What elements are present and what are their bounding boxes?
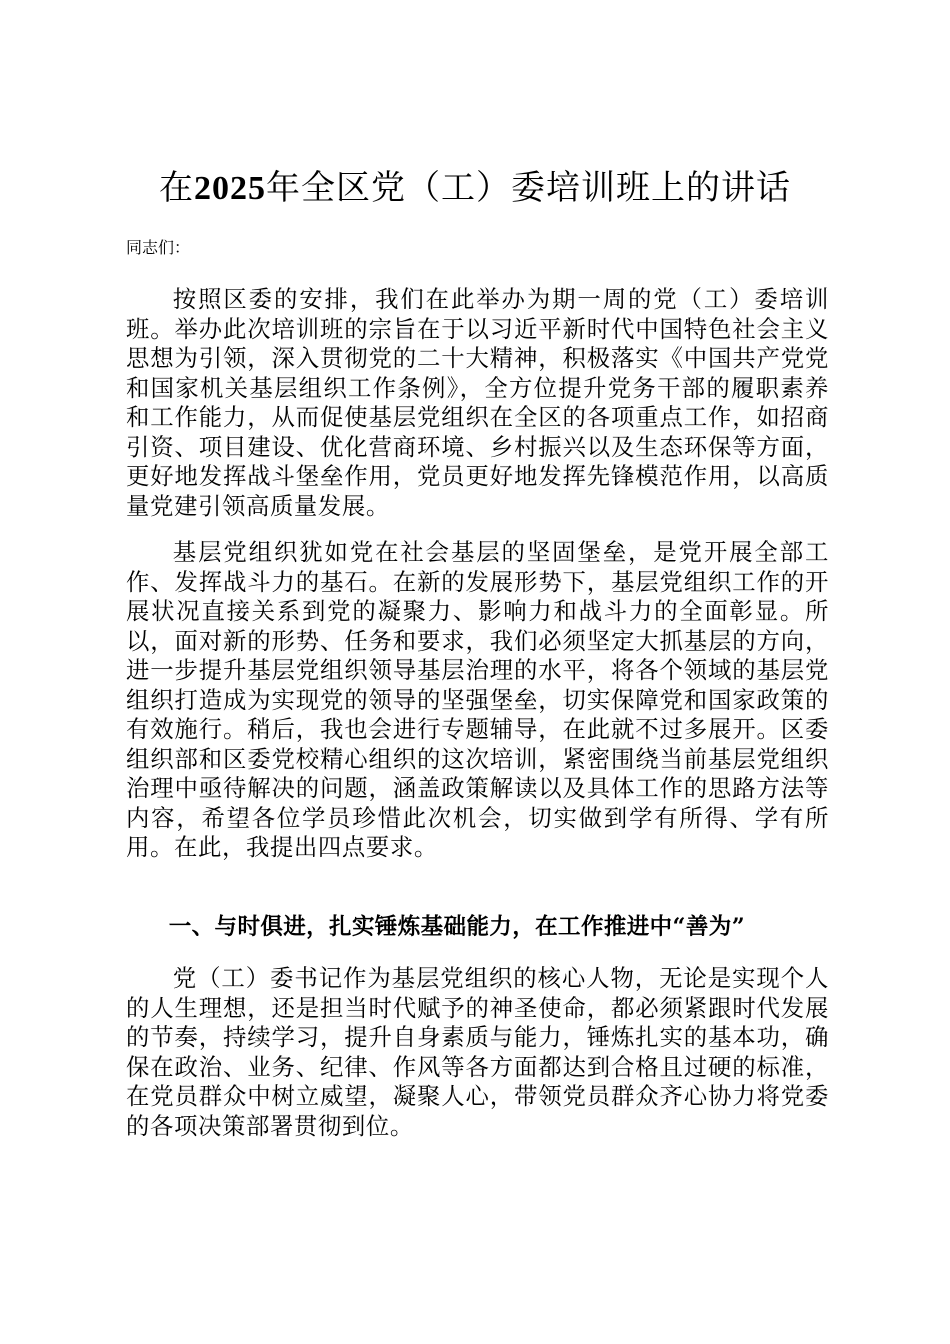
title-year: 2025 (194, 170, 266, 207)
title-prefix: 在 (159, 168, 194, 208)
paragraph-3: 党（工）委书记作为基层党组织的核心人物，无论是实现个人的人生理想，还是担当时代赋予的神圣使命，都必须紧跟时代发展的节奏，持续学习，提升自身素质与能力，锤炼扎实的基本功，确保在政治、业务、纪律、作风等各方面都达到合格且过硬的标准，在党员群众中树立威望，凝聚人心，带领党员群众齐心协力将党委的各项决策部署贯彻到位。 (126, 964, 829, 1140)
paragraph-2: 基层党组织犹如党在社会基层的坚固堡垒，是党开展全部工作、发挥战斗力的基石。在新的发展形势下，基层党组织工作的开展状况直接关系到党的凝聚力、影响力和战斗力的全面彰显。所以，面对新的形势、任务和要求，我们必须坚定大抓基层的方向，进一步提升基层党组织领导基层治理的水平，将各个领域的基层党组织打造成为实现党的领导的坚强堡垒，切实保障党和国家政策的有效施行。稍后，我也会进行专题辅导，在此就不过多展开。区委组织部和区委党校精心组织的这次培训，紧密围绕当前基层党组织治理中亟待解决的问题，涵盖政策解读以及具体工作的思路方法等内容，希望各位学员珍惜此次机会，切实做到学有所得、学有所用。在此，我提出四点要求。 (126, 538, 829, 861)
document-title (0, 166, 950, 211)
section-heading-1: 一、与时俱进，扎实锤炼基础能力，在工作推进中“善为” (168, 914, 746, 940)
paragraph-1: 按照区委的安排，我们在此举办为期一周的党（工）委培训班。举办此次培训班的宗旨在于以习近平新时代中国特色社会主义思想为引领，深入贯彻党的二十大精神，积极落实《中国共产党党和国家机关基层组织工作条例》，全方位提升党务干部的履职素养和工作能力，从而促使基层党组织在全区的各项重点工作，如招商引资、项目建设、优化营商环境、乡村振兴以及生态环保等方面，更好地发挥战斗堡垒作用，党员更好地发挥先锋模范作用，以高质量党建引领高质量发展。 (126, 285, 829, 520)
salutation: 同志们： (126, 238, 191, 257)
title-suffix: 年全区党（工）委培训班上的讲话 (266, 168, 791, 208)
